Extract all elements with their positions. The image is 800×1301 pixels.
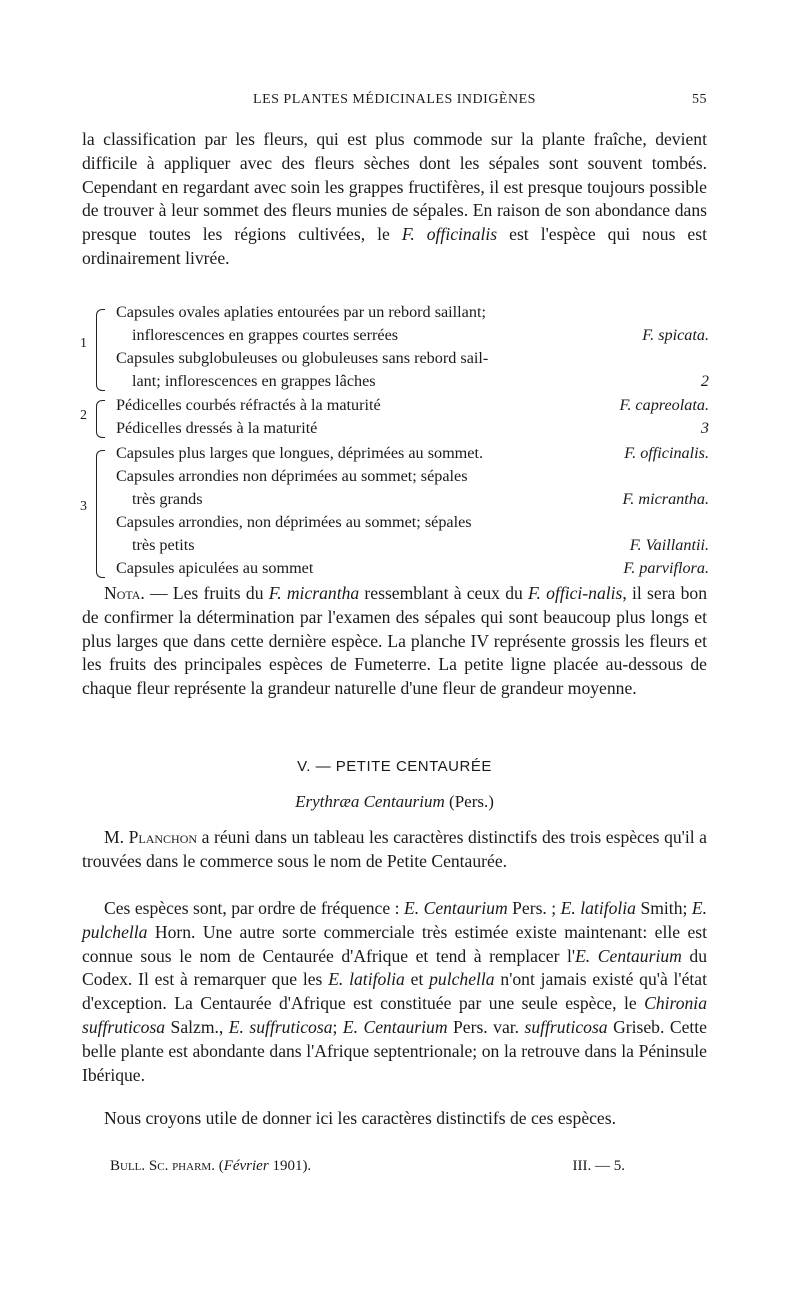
page-number: 55 xyxy=(692,92,707,107)
key-number: 1 xyxy=(80,336,87,351)
key-result: F. micrantha. xyxy=(617,490,710,509)
key-result: 3 xyxy=(695,419,709,438)
brace xyxy=(96,450,105,578)
section-title: V. — PETITE CENTAURÉE xyxy=(297,758,492,775)
key-result: F. capreolata. xyxy=(614,396,709,415)
paragraph-planchon: M. Planchon a réuni dans un tableau les caractères distinctifs des trois espèces qu'il a trouvées dans le commerce sous le nom de Petite Centaurée. xyxy=(82,827,707,871)
key-line: Pédicelles dressés à la maturité 3 xyxy=(116,419,709,437)
key-result: F. Vaillantii. xyxy=(624,536,709,555)
key-line: lant; inflorescences en grappes lâches 2 xyxy=(132,372,709,390)
key-line: Capsules ovales aplaties entourées par un rebord saillant; xyxy=(116,303,486,321)
paragraph-nous: Nous croyons utile de donner ici les caractères distinctifs de ces espèces. xyxy=(104,1108,616,1128)
key-line: Capsules plus larges que longues, déprimées au sommet. F. officinalis. xyxy=(116,444,709,462)
key-line: inflorescences en grappes courtes serrées F. spicata. xyxy=(132,326,709,344)
running-head xyxy=(82,92,707,112)
key-result: F. spicata. xyxy=(636,326,709,345)
key-line: très petits F. Vaillantii. xyxy=(132,536,709,554)
species-heading: Erythræa Centaurium (Pers.) xyxy=(295,792,494,811)
brace xyxy=(96,309,105,391)
key-line: Capsules apiculées au sommet F. parviflora. xyxy=(116,559,709,577)
key-line: Pédicelles courbés réfractés à la maturité F. capreolata. xyxy=(116,396,709,414)
key-result: F. officinalis. xyxy=(618,444,709,463)
key-line: Capsules subglobuleuses ou globuleuses sans rebord sail- xyxy=(116,349,489,367)
key-result: 2 xyxy=(695,372,709,391)
key-line: Capsules arrondies, non déprimées au sommet; sépales xyxy=(116,513,472,531)
signature-mark: III. — 5. xyxy=(572,1158,625,1174)
journal-citation: Bull. Sc. pharm. (Février 1901). xyxy=(110,1158,312,1174)
key-result: F. parviflora. xyxy=(617,559,709,578)
key-number: 3 xyxy=(80,499,87,514)
brace xyxy=(96,400,105,438)
key-number: 2 xyxy=(80,408,87,423)
key-line: Capsules arrondies non déprimées au sommet; sépales xyxy=(116,467,468,485)
paragraph-classification: la classification par les fleurs, qui est plus commode sur la plante fraîche, devient difficile à appliquer avec des fleurs sèches dont les sépales sont souvent tombés. Cependant en regardant avec soin les grappes fructifères, il est presque toujours possible de trouver à leur sommet des fleurs munies de sépales. En raison de son abondance dans presque toutes les régions cultivées, le F. officinalis est l'espèce qui nous est ordinairement livrée. xyxy=(82,129,707,268)
paragraph-nota: Nota. — Les fruits du F. micrantha ressemblant à ceux du F. offici-nalis, il sera bon de confirmer la détermination par l'examen des sépales qui sont beaucoup plus longs et plus larges que dans cette dernière espèce. La planche IV représente grossis les fleurs et les fruits des principales espèces de Fumeterre. La petite ligne placée au-dessous de chaque fleur représente la grandeur naturelle d'une fleur de grandeur moyenne. xyxy=(82,583,707,699)
running-title: LES PLANTES MÉDICINALES INDIGÈNES xyxy=(253,92,536,107)
paragraph-especes: Ces espèces sont, par ordre de fréquence : E. Centaurium Pers. ; E. latifolia Smith; E. pulchella Horn. Une autre sorte commerciale très estimée existe maintenant: elle est connue sous le nom de Centaurée d'Afrique et tend à remplacer l'E. Centaurium du Codex. Il est à remarquer que les E. latifolia et pulchella n'ont jamais existé qu'à l'état d'exception. La Centaurée d'Afrique est constituée par une seule espèce, le Chironia suffruticosa Salzm., E. suffruticosa; E. Centaurium Pers. var. suffruticosa Griseb. Cette belle plante est abondante dans l'Afrique septentrionale; on la retrouve dans la Péninsule Ibérique. xyxy=(82,898,708,1085)
key-line: très grands F. micrantha. xyxy=(132,490,709,508)
